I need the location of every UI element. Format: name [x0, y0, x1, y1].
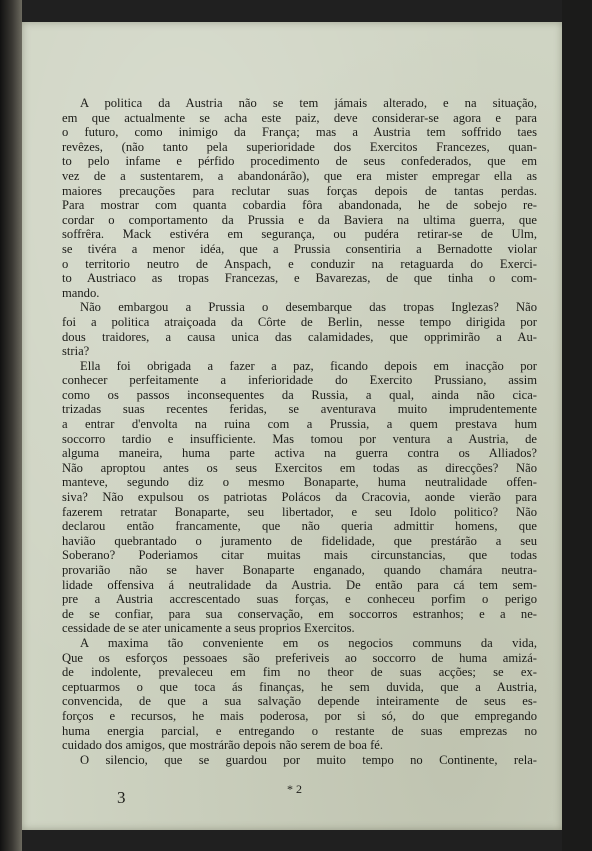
- text-line: siva? Não expulsou os patriotas Polácos da Cracovia, aonde vierão para: [62, 490, 537, 505]
- text-line: to Austriaco as tropas Francezas, e Bavarezas, de que tinha o com-: [62, 271, 537, 286]
- text-line: mando.: [62, 285, 100, 300]
- text-line: trizadas suas recentes feridas, se aventurava muito imprudentemente: [62, 402, 537, 417]
- text-line: se tivéra a menor idéa, que a Prussia consentiria a Bernadotte violar: [62, 241, 537, 256]
- text-line: alguma maneira, huma parte activa na guerra contra os Alliados?: [62, 446, 537, 461]
- book-gutter-shadow: [0, 0, 22, 851]
- text-line: lidade offensiva á neutralidade da Austria. De então para cá tem sem-: [62, 577, 537, 592]
- text-line: a entrar d'envolta na ruina com a Prussia, a quem prestava hum: [62, 417, 537, 432]
- text-line: havião quebrantado o juramento de fidelidade, que prestárão a seu: [62, 533, 537, 548]
- text-line: Não embargou a Prussia o desembarque das tropas Inglezas? Não: [80, 300, 537, 315]
- text-line: forços e recursos, he mais poderosa, por si só, do que empregando: [62, 708, 537, 723]
- text-line: Soberano? Poderiamos citar muitas mais circunstancias, que todas: [62, 548, 537, 563]
- text-line: foi a politica atraiçoada da Côrte de Berlin, nesse tempo dirigida por: [62, 314, 537, 329]
- text-line: vez de a sustentarem, a abandonárão), que era mister empregar ella as: [62, 168, 537, 183]
- text-line: provarião não se haver Bonaparte enganado, quando chamára neutra-: [62, 563, 537, 577]
- text-line: declarou então francamente, que não queria admittir homens, que: [62, 519, 537, 534]
- text-line: como os passos inconsequentes da Russia, a qual, ainda não cica-: [62, 387, 537, 402]
- text-line: de indolente, prevaleceu em fim no theor de suas acções; se ex-: [62, 665, 537, 680]
- text-line: revêzes, (não tanto pela superioridade dos Exercitos Francezes, quan-: [62, 139, 537, 154]
- text-line: dous traidores, a causa unica das calamidades, que opprimirão a Au-: [62, 329, 537, 344]
- text-line: A maxima tão conveniente em os negocios communs da vida,: [80, 635, 537, 650]
- text-line: o territorio neutro de Anspach, e conduzir na retaguarda do Exerci-: [62, 256, 537, 271]
- book-page: [22, 22, 562, 830]
- text-line: Para mostrar com quanta cobardia fôra abandonada, he de sobejo re-: [62, 198, 537, 213]
- text-line: huma energia parcial, e entregando o restante de suas emprezas no: [62, 723, 537, 738]
- text-line: em que actualmente se acha este paiz, deve considerar-se agora e para: [62, 110, 537, 125]
- text-line: de se confiar, para sua conservação, em soccorros estranhos; e a ne-: [62, 606, 537, 621]
- catchword: * 2: [287, 782, 302, 796]
- text-line: maiores precauções para reclutar suas forças depois de tantas perdas.: [62, 183, 537, 198]
- text-line: cessidade de se ater unicamente a seus proprios Exercitos.: [62, 621, 355, 636]
- right-margin-dark: [562, 0, 592, 851]
- text-line: soffrêra. Mack estivéra em segurança, ou pudéra retirar-se de Ulm,: [62, 227, 537, 242]
- text-line: convencida, de que a sua salvação depende inteiramente de seus es-: [62, 694, 537, 709]
- text-line: ceptuarmos o que toca ás finanças, he sem duvida, que a Austria,: [62, 679, 537, 694]
- signature-mark: 3: [117, 788, 126, 807]
- text-line: to pelo infame e pérfido procedimento de seus confederados, que em: [62, 154, 537, 169]
- text-line: cordar o comportamento da Prussia e da Baviera na ultima guerra, que: [62, 212, 537, 227]
- text-line: Ella foi obrigada a fazer a paz, ficando depois em inacção por: [80, 358, 537, 373]
- text-line: Que os esforços pessoaes são preferiveis ao soccorro de huma amizá-: [62, 650, 537, 665]
- text-line: stria?: [62, 344, 90, 359]
- text-line: soccorro tardio e insufficiente. Mas tomou por ventura a Austria, de: [62, 431, 537, 446]
- text-line: A politica da Austria não se tem jámais alterado, e na situação,: [80, 96, 537, 110]
- page-footer: [22, 782, 562, 807]
- text-line: O silencio, que se guardou por muito tempo no Continente, rela-: [80, 752, 537, 767]
- text-line: cuidado dos amigos, que mostrárão depois não serem de boa fé.: [62, 738, 384, 753]
- text-line: pre a Austria accrescentado suas forças, e conheceu porfim o perigo: [62, 592, 537, 607]
- text-line: Não aproptou antes os seus Exercitos em todas as direcções? Não: [62, 460, 537, 475]
- text-line: o futuro, como inimigo da França; mas a Austria tem soffrido taes: [62, 125, 537, 140]
- text-line: manteve, segundo diz o mesmo Bonaparte, huma neutralidade offen-: [62, 475, 537, 490]
- text-line: conhecer perfeitamente a inferioridade do Exercito Prussiano, assim: [62, 373, 537, 388]
- text-line: fazerem retratar Bonaparte, seu libertador, e seu Idolo politico? Não: [62, 504, 537, 519]
- page-body-text: [62, 96, 537, 767]
